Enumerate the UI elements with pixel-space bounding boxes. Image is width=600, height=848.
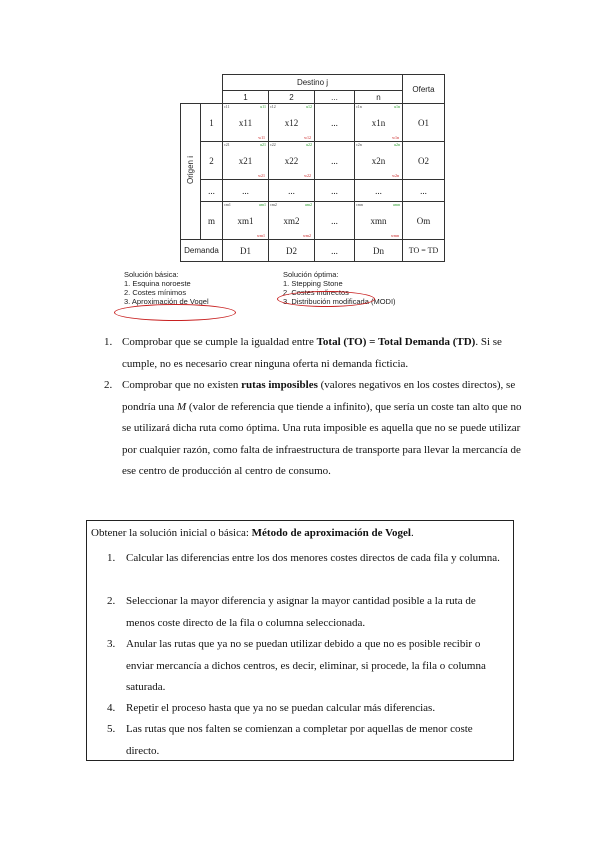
step-number: 5. <box>107 723 116 735</box>
step-number: 3. <box>107 638 116 650</box>
paragraph-1 <box>92 332 522 375</box>
cell: cmn umn xmn wmn <box>355 202 403 240</box>
solucion-basica-title: Solución básica: <box>124 270 179 279</box>
cell: cm1 um1 xm1 wm1 <box>223 202 269 240</box>
solucion-optima-title: Solución óptima: <box>283 270 339 279</box>
box-title-text: . <box>410 527 414 539</box>
total-equality: TO = TD <box>403 240 445 262</box>
row-label: 2 <box>201 142 223 180</box>
cell: ... <box>315 202 355 240</box>
cell: ... <box>315 180 355 202</box>
col-header: 1 <box>223 91 269 104</box>
cell: c11 u11 x11 w11 <box>223 104 269 142</box>
row-label: 1 <box>201 104 223 142</box>
box-title-bold: Método de aproximación de Vogel <box>251 527 411 539</box>
box-title-text: Obtener la solución inicial o básica: <box>91 527 252 539</box>
demanda-value: D2 <box>269 240 315 262</box>
oferta-value: O1 <box>403 104 445 142</box>
oferta-header: Oferta <box>403 75 445 104</box>
cell: c2n u2n x2n w2n <box>355 142 403 180</box>
transport-table <box>180 74 445 262</box>
list-item: 3. Distribución modificada (MODI) <box>283 297 396 306</box>
transport-table-figure <box>180 74 444 261</box>
demanda-value: Dn <box>355 240 403 262</box>
step-item <box>87 634 507 699</box>
col-header: 2 <box>269 91 315 104</box>
step-text: Las rutas que nos falten se comienzan a completar por aquellas de menor coste directo. <box>126 723 473 757</box>
paragraph-text: Comprobar que se cumple la igualdad entre <box>122 336 317 348</box>
vogel-method-box <box>86 520 514 761</box>
step-text: Anular las rutas que ya no se puedan utilizar debido a que no es posible recibir o enviar mercancía a dichos centros, es decir, eliminar, si procede, la fila o columna saturada. <box>126 638 486 693</box>
paragraph-bold: rutas imposibles <box>241 379 318 391</box>
highlight-oval-costes-indirectos <box>277 291 375 307</box>
paragraph-2 <box>92 375 522 483</box>
paragraph-italic: M <box>176 400 187 413</box>
step-number: 2. <box>107 595 116 607</box>
highlight-oval-vogel <box>114 304 236 321</box>
cell: c1n u1n x1n w1n <box>355 104 403 142</box>
demanda-value: ... <box>315 240 355 262</box>
demanda-value: D1 <box>223 240 269 262</box>
cell: c21 u21 x21 w21 <box>223 142 269 180</box>
cell: ... <box>315 142 355 180</box>
box-title <box>91 527 414 539</box>
cell: cm2 um2 xm2 wm2 <box>269 202 315 240</box>
paragraph-text: Comprobar que no existen <box>122 379 242 391</box>
list-item: 1. Esquina noroeste <box>124 279 191 288</box>
cell: ... <box>223 180 269 202</box>
step-item <box>87 698 507 720</box>
solucion-basica-list <box>124 270 274 306</box>
cell: ... <box>269 180 315 202</box>
row-label: ... <box>201 180 223 202</box>
list-item: 2. Costes mínimos <box>124 288 187 297</box>
step-text: Seleccionar la mayor diferencia y asignar la mayor cantidad posible a la ruta de menos coste directo de la fila o columna seleccionada. <box>126 595 476 629</box>
paragraph-text: . Si se cumple, no es necesario crear ninguna oferta ni demanda ficticia. <box>122 336 502 370</box>
col-header: n <box>355 91 403 104</box>
destino-header: Destino j <box>223 75 403 91</box>
step-text: Calcular las diferencias entre los dos menores costes directos de cada fila y columna. <box>126 552 500 564</box>
step-item <box>87 719 507 762</box>
paragraph-text: (valor de referencia que tiende a infinito), que sería un coste tan alto que no se utilizará dicha ruta como óptima. Una ruta imposible es aquella que no se puede utilizar por cualquier razón, como falta de infraestructura de transporte para llevar la mercancía de ese centro de producción al centro de consumo. <box>122 400 522 477</box>
step-text: Repetir el proceso hasta que ya no se puedan calcular más diferencias. <box>126 702 436 714</box>
oferta-value: Om <box>403 202 445 240</box>
step-item <box>87 591 507 634</box>
step-number: 4. <box>107 702 116 714</box>
paragraph-bold: Total (TO) = Total Demanda (TD) <box>316 336 476 348</box>
demanda-label: Demanda <box>181 240 223 262</box>
step-item <box>87 548 507 570</box>
origen-header: Origen i <box>181 104 201 240</box>
step-number: 1. <box>107 552 116 564</box>
oferta-value: ... <box>403 180 445 202</box>
row-label: m <box>201 202 223 240</box>
paragraph-text: (valores negativos en los costes directos), se pondría una <box>122 379 516 413</box>
cell: ... <box>315 104 355 142</box>
oferta-value: O2 <box>403 142 445 180</box>
table-corner <box>181 75 223 104</box>
cell: ... <box>355 180 403 202</box>
list-number: 2. <box>104 379 113 391</box>
list-item: 1. Stepping Stone <box>283 279 343 288</box>
list-item: 2. Costes indirectos <box>283 288 349 297</box>
col-header: ... <box>315 91 355 104</box>
list-item: 3. Aproximación de Vogel <box>124 297 209 306</box>
list-number: 1. <box>104 336 113 348</box>
cell: c22 u22 x22 w22 <box>269 142 315 180</box>
cell: c12 u12 x12 w12 <box>269 104 315 142</box>
